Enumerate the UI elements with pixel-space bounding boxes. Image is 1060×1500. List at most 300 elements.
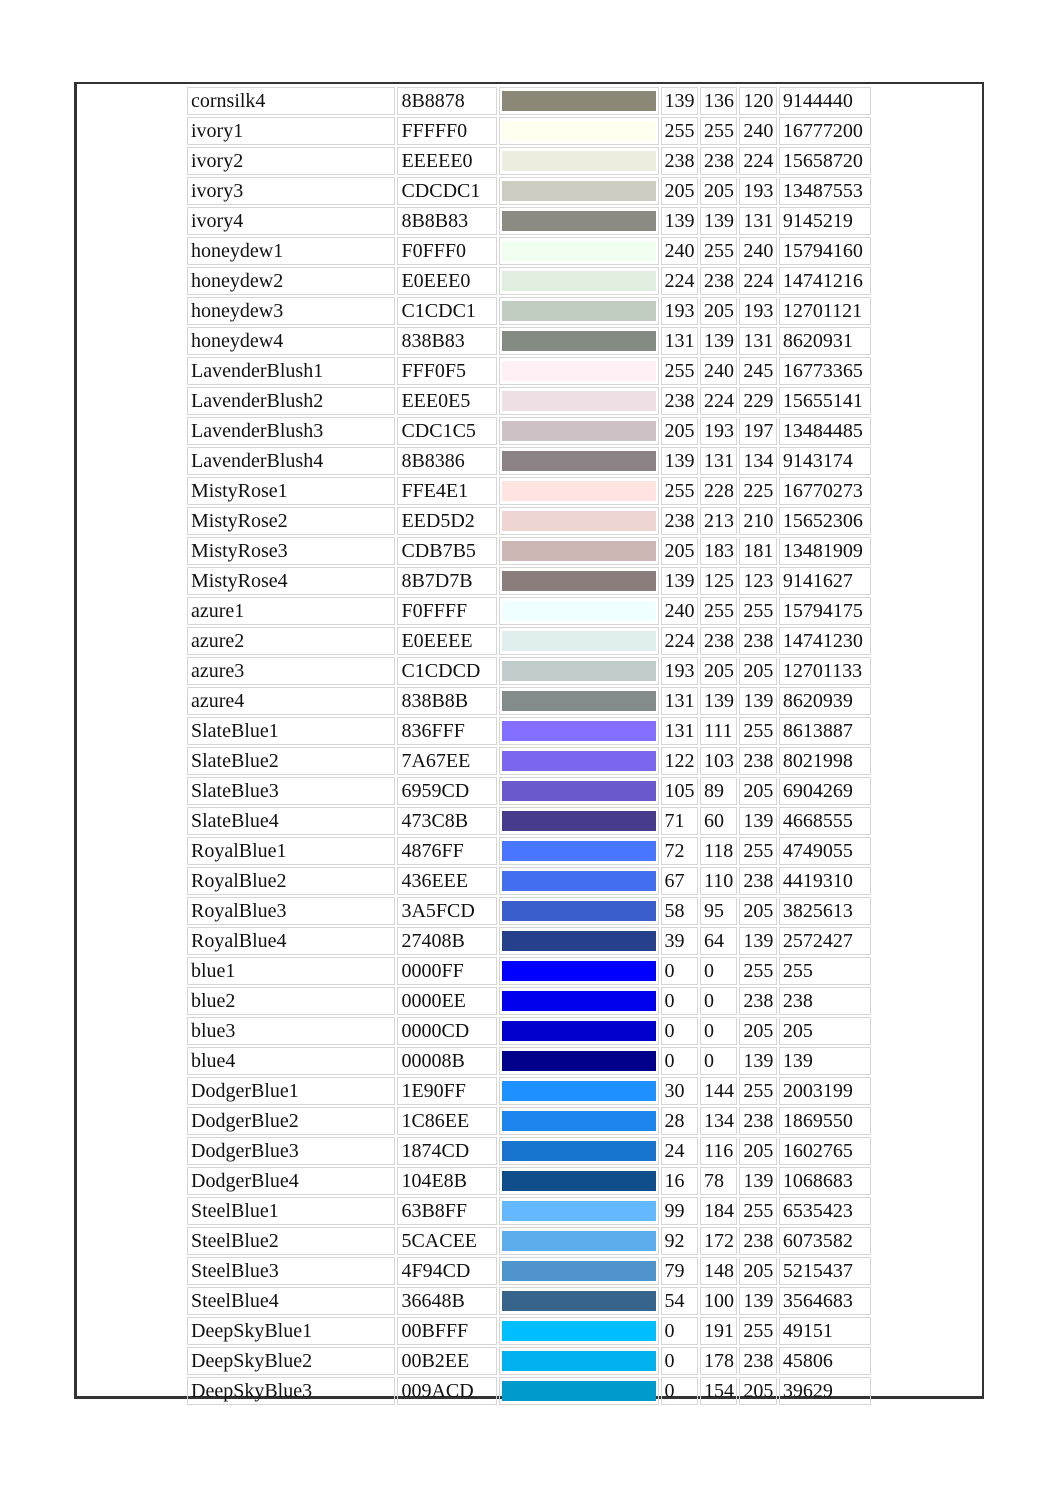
color-swatch-cell (499, 1257, 659, 1285)
color-red: 122 (661, 747, 698, 775)
color-hex: 009ACD (397, 1377, 496, 1405)
color-green: 0 (700, 1047, 737, 1075)
color-swatch (502, 121, 656, 141)
color-name: SteelBlue3 (187, 1257, 395, 1285)
color-name: SlateBlue2 (187, 747, 395, 775)
color-hex: 4876FF (397, 837, 496, 865)
color-row (187, 1167, 871, 1195)
color-hex: FFE4E1 (397, 477, 496, 505)
color-name: RoyalBlue4 (187, 927, 395, 955)
color-decimal: 2572427 (779, 927, 871, 955)
color-swatch (502, 451, 656, 471)
color-row (187, 927, 871, 955)
color-decimal: 6904269 (779, 777, 871, 805)
color-red: 238 (661, 147, 698, 175)
color-blue: 134 (739, 447, 776, 475)
color-decimal: 15794160 (779, 237, 871, 265)
color-green: 154 (700, 1377, 737, 1405)
color-decimal: 255 (779, 957, 871, 985)
color-decimal: 15658720 (779, 147, 871, 175)
color-hex: EED5D2 (397, 507, 496, 535)
color-red: 139 (661, 567, 698, 595)
color-row (187, 807, 871, 835)
color-swatch (502, 1081, 656, 1101)
color-red: 0 (661, 987, 698, 1015)
color-name: MistyRose2 (187, 507, 395, 535)
color-blue: 229 (739, 387, 776, 415)
color-name: DeepSkyBlue2 (187, 1347, 395, 1375)
color-hex: 4F94CD (397, 1257, 496, 1285)
color-red: 205 (661, 177, 698, 205)
color-swatch-cell (499, 447, 659, 475)
color-name: cornsilk4 (187, 87, 395, 115)
color-decimal: 49151 (779, 1317, 871, 1345)
color-red: 28 (661, 1107, 698, 1135)
color-rows (187, 87, 871, 1405)
color-green: 144 (700, 1077, 737, 1105)
color-hex: 6959CD (397, 777, 496, 805)
color-swatch (502, 211, 656, 231)
color-blue: 131 (739, 327, 776, 355)
color-swatch-cell (499, 717, 659, 745)
color-swatch (502, 871, 656, 891)
color-red: 139 (661, 447, 698, 475)
color-hex: 1E90FF (397, 1077, 496, 1105)
color-hex: 7A67EE (397, 747, 496, 775)
color-swatch-cell (499, 1107, 659, 1135)
color-blue: 255 (739, 957, 776, 985)
color-row (187, 867, 871, 895)
color-row (187, 717, 871, 745)
color-swatch-cell (499, 177, 659, 205)
color-swatch-cell (499, 1137, 659, 1165)
color-row (187, 1347, 871, 1375)
color-swatch (502, 301, 656, 321)
color-row (187, 537, 871, 565)
color-row (187, 747, 871, 775)
color-swatch-cell (499, 837, 659, 865)
color-swatch (502, 601, 656, 621)
color-swatch (502, 391, 656, 411)
color-hex: 3A5FCD (397, 897, 496, 925)
color-swatch (502, 991, 656, 1011)
color-name: SteelBlue1 (187, 1197, 395, 1225)
color-blue: 238 (739, 1227, 776, 1255)
color-red: 193 (661, 657, 698, 685)
color-swatch-cell (499, 1167, 659, 1195)
color-red: 99 (661, 1197, 698, 1225)
color-decimal: 3564683 (779, 1287, 871, 1315)
color-row (187, 627, 871, 655)
color-green: 131 (700, 447, 737, 475)
color-name: DodgerBlue3 (187, 1137, 395, 1165)
color-row (187, 417, 871, 445)
color-swatch-cell (499, 867, 659, 895)
color-name: RoyalBlue1 (187, 837, 395, 865)
color-blue: 255 (739, 1317, 776, 1345)
color-hex: 00008B (397, 1047, 496, 1075)
color-red: 131 (661, 717, 698, 745)
color-hex: E0EEE0 (397, 267, 496, 295)
color-green: 148 (700, 1257, 737, 1285)
color-decimal: 1068683 (779, 1167, 871, 1195)
color-decimal: 6073582 (779, 1227, 871, 1255)
color-name: DeepSkyBlue3 (187, 1377, 395, 1405)
color-name: honeydew1 (187, 237, 395, 265)
color-hex: 36648B (397, 1287, 496, 1315)
color-red: 72 (661, 837, 698, 865)
color-green: 238 (700, 267, 737, 295)
color-row (187, 1137, 871, 1165)
color-decimal: 238 (779, 987, 871, 1015)
color-hex: CDB7B5 (397, 537, 496, 565)
color-red: 0 (661, 1047, 698, 1075)
color-red: 240 (661, 597, 698, 625)
color-row (187, 267, 871, 295)
color-row (187, 507, 871, 535)
color-hex: C1CDCD (397, 657, 496, 685)
color-decimal: 8620939 (779, 687, 871, 715)
color-swatch-cell (499, 597, 659, 625)
color-blue: 238 (739, 867, 776, 895)
color-red: 224 (661, 267, 698, 295)
color-hex: CDCDC1 (397, 177, 496, 205)
color-blue: 225 (739, 477, 776, 505)
color-name: DodgerBlue4 (187, 1167, 395, 1195)
color-red: 0 (661, 1317, 698, 1345)
color-red: 139 (661, 87, 698, 115)
color-blue: 210 (739, 507, 776, 535)
color-swatch-cell (499, 777, 659, 805)
color-blue: 139 (739, 1167, 776, 1195)
color-hex: C1CDC1 (397, 297, 496, 325)
color-decimal: 13487553 (779, 177, 871, 205)
color-swatch-cell (499, 297, 659, 325)
color-name: honeydew4 (187, 327, 395, 355)
color-green: 178 (700, 1347, 737, 1375)
color-hex: 0000CD (397, 1017, 496, 1045)
color-row (187, 597, 871, 625)
color-row (187, 357, 871, 385)
color-blue: 238 (739, 627, 776, 655)
color-swatch-cell (499, 987, 659, 1015)
color-swatch-cell (499, 1317, 659, 1345)
color-decimal: 8021998 (779, 747, 871, 775)
color-blue: 205 (739, 777, 776, 805)
color-swatch (502, 421, 656, 441)
color-hex: EEE0E5 (397, 387, 496, 415)
color-decimal: 4749055 (779, 837, 871, 865)
color-blue: 193 (739, 297, 776, 325)
color-row (187, 837, 871, 865)
color-hex: 8B8386 (397, 447, 496, 475)
color-blue: 193 (739, 177, 776, 205)
color-swatch (502, 331, 656, 351)
color-swatch (502, 1321, 656, 1341)
color-hex: 0000FF (397, 957, 496, 985)
color-blue: 181 (739, 537, 776, 565)
color-red: 131 (661, 327, 698, 355)
color-swatch (502, 1111, 656, 1131)
color-row (187, 1287, 871, 1315)
color-swatch-cell (499, 267, 659, 295)
color-blue: 224 (739, 267, 776, 295)
color-swatch (502, 841, 656, 861)
color-row (187, 687, 871, 715)
color-green: 224 (700, 387, 737, 415)
color-decimal: 12701121 (779, 297, 871, 325)
color-hex: E0EEEE (397, 627, 496, 655)
color-row (187, 1377, 871, 1405)
color-decimal: 139 (779, 1047, 871, 1075)
color-row (187, 387, 871, 415)
color-red: 30 (661, 1077, 698, 1105)
color-hex: 1874CD (397, 1137, 496, 1165)
color-name: SlateBlue1 (187, 717, 395, 745)
color-swatch-cell (499, 687, 659, 715)
color-decimal: 1602765 (779, 1137, 871, 1165)
color-decimal: 16770273 (779, 477, 871, 505)
color-swatch (502, 271, 656, 291)
color-swatch-cell (499, 327, 659, 355)
color-green: 110 (700, 867, 737, 895)
color-green: 205 (700, 297, 737, 325)
color-swatch-cell (499, 207, 659, 235)
color-swatch (502, 1231, 656, 1251)
color-name: RoyalBlue3 (187, 897, 395, 925)
color-swatch-cell (499, 747, 659, 775)
color-name: blue1 (187, 957, 395, 985)
color-red: 224 (661, 627, 698, 655)
color-name: ivory4 (187, 207, 395, 235)
color-hex: 104E8B (397, 1167, 496, 1195)
color-swatch (502, 511, 656, 531)
color-swatch (502, 721, 656, 741)
color-blue: 120 (739, 87, 776, 115)
color-green: 205 (700, 177, 737, 205)
color-swatch-cell (499, 1227, 659, 1255)
color-green: 134 (700, 1107, 737, 1135)
color-green: 213 (700, 507, 737, 535)
color-green: 139 (700, 687, 737, 715)
color-hex: F0FFFF (397, 597, 496, 625)
color-green: 78 (700, 1167, 737, 1195)
color-swatch-cell (499, 807, 659, 835)
color-hex: F0FFF0 (397, 237, 496, 265)
color-decimal: 4419310 (779, 867, 871, 895)
color-blue: 240 (739, 237, 776, 265)
color-green: 89 (700, 777, 737, 805)
color-red: 54 (661, 1287, 698, 1315)
color-swatch (502, 151, 656, 171)
color-blue: 255 (739, 1197, 776, 1225)
color-hex: 836FFF (397, 717, 496, 745)
color-swatch (502, 691, 656, 711)
color-blue: 240 (739, 117, 776, 145)
color-decimal: 4668555 (779, 807, 871, 835)
color-swatch (502, 241, 656, 261)
color-red: 0 (661, 957, 698, 985)
color-blue: 238 (739, 747, 776, 775)
color-name: ivory2 (187, 147, 395, 175)
color-decimal: 6535423 (779, 1197, 871, 1225)
color-row (187, 1017, 871, 1045)
color-blue: 139 (739, 807, 776, 835)
color-swatch (502, 361, 656, 381)
color-name: MistyRose1 (187, 477, 395, 505)
color-decimal: 8620931 (779, 327, 871, 355)
color-hex: EEEEE0 (397, 147, 496, 175)
color-name: DodgerBlue2 (187, 1107, 395, 1135)
color-name: DeepSkyBlue1 (187, 1317, 395, 1345)
color-blue: 238 (739, 987, 776, 1015)
color-green: 240 (700, 357, 737, 385)
color-row (187, 1077, 871, 1105)
color-swatch (502, 1201, 656, 1221)
color-green: 116 (700, 1137, 737, 1165)
color-decimal: 9145219 (779, 207, 871, 235)
color-swatch (502, 1261, 656, 1281)
color-row (187, 117, 871, 145)
color-name: azure1 (187, 597, 395, 625)
color-swatch (502, 1171, 656, 1191)
color-swatch-cell (499, 957, 659, 985)
color-decimal: 13481909 (779, 537, 871, 565)
color-red: 205 (661, 537, 698, 565)
color-green: 205 (700, 657, 737, 685)
color-green: 95 (700, 897, 737, 925)
color-swatch (502, 1291, 656, 1311)
color-red: 0 (661, 1347, 698, 1375)
color-swatch (502, 661, 656, 681)
color-swatch (502, 901, 656, 921)
color-swatch-cell (499, 147, 659, 175)
color-green: 172 (700, 1227, 737, 1255)
color-name: blue4 (187, 1047, 395, 1075)
color-red: 39 (661, 927, 698, 955)
color-swatch-cell (499, 1017, 659, 1045)
color-decimal: 14741216 (779, 267, 871, 295)
color-hex: 00B2EE (397, 1347, 496, 1375)
color-name: honeydew3 (187, 297, 395, 325)
color-swatch-cell (499, 567, 659, 595)
color-row (187, 1197, 871, 1225)
color-hex: 8B8B83 (397, 207, 496, 235)
color-name: SlateBlue4 (187, 807, 395, 835)
color-blue: 139 (739, 1287, 776, 1315)
color-green: 100 (700, 1287, 737, 1315)
color-decimal: 15652306 (779, 507, 871, 535)
color-green: 238 (700, 147, 737, 175)
color-hex: 5CACEE (397, 1227, 496, 1255)
color-row (187, 1257, 871, 1285)
color-blue: 205 (739, 657, 776, 685)
color-hex: 838B83 (397, 327, 496, 355)
color-decimal: 3825613 (779, 897, 871, 925)
color-swatch-cell (499, 477, 659, 505)
color-name: ivory1 (187, 117, 395, 145)
color-swatch (502, 541, 656, 561)
color-green: 103 (700, 747, 737, 775)
color-red: 24 (661, 1137, 698, 1165)
color-swatch-cell (499, 1047, 659, 1075)
color-swatch-cell (499, 897, 659, 925)
color-name: LavenderBlush4 (187, 447, 395, 475)
color-name: blue2 (187, 987, 395, 1015)
color-decimal: 9143174 (779, 447, 871, 475)
color-decimal: 14741230 (779, 627, 871, 655)
color-row (187, 657, 871, 685)
color-hex: 00BFFF (397, 1317, 496, 1345)
color-name: SlateBlue3 (187, 777, 395, 805)
color-swatch (502, 571, 656, 591)
color-green: 255 (700, 237, 737, 265)
color-swatch-cell (499, 1287, 659, 1315)
color-blue: 205 (739, 897, 776, 925)
color-decimal: 12701133 (779, 657, 871, 685)
color-name: honeydew2 (187, 267, 395, 295)
color-hex: 8B8878 (397, 87, 496, 115)
color-red: 139 (661, 207, 698, 235)
color-blue: 238 (739, 1107, 776, 1135)
color-name: LavenderBlush3 (187, 417, 395, 445)
color-green: 111 (700, 717, 737, 745)
color-row (187, 327, 871, 355)
color-hex: FFFFF0 (397, 117, 496, 145)
color-red: 16 (661, 1167, 698, 1195)
color-green: 139 (700, 327, 737, 355)
color-swatch (502, 751, 656, 771)
color-green: 125 (700, 567, 737, 595)
color-blue: 139 (739, 687, 776, 715)
color-hex: 27408B (397, 927, 496, 955)
color-blue: 131 (739, 207, 776, 235)
color-hex: 838B8B (397, 687, 496, 715)
color-red: 255 (661, 357, 698, 385)
color-hex: CDC1C5 (397, 417, 496, 445)
color-green: 60 (700, 807, 737, 835)
color-swatch-cell (499, 1077, 659, 1105)
color-row (187, 447, 871, 475)
color-swatch-cell (499, 627, 659, 655)
color-swatch-cell (499, 537, 659, 565)
color-decimal: 16777200 (779, 117, 871, 145)
color-swatch-cell (499, 927, 659, 955)
color-row (187, 1317, 871, 1345)
color-swatch-cell (499, 1377, 659, 1405)
color-name: LavenderBlush2 (187, 387, 395, 415)
color-swatch-cell (499, 237, 659, 265)
color-hex: 8B7D7B (397, 567, 496, 595)
color-green: 139 (700, 207, 737, 235)
color-decimal: 45806 (779, 1347, 871, 1375)
color-red: 105 (661, 777, 698, 805)
color-decimal: 39629 (779, 1377, 871, 1405)
color-row (187, 957, 871, 985)
color-swatch (502, 631, 656, 651)
color-row (187, 1047, 871, 1075)
color-swatch-cell (499, 657, 659, 685)
color-name: SteelBlue4 (187, 1287, 395, 1315)
color-row (187, 207, 871, 235)
color-green: 255 (700, 597, 737, 625)
color-blue: 205 (739, 1257, 776, 1285)
color-swatch-cell (499, 1197, 659, 1225)
color-swatch (502, 811, 656, 831)
color-red: 131 (661, 687, 698, 715)
color-red: 205 (661, 417, 698, 445)
color-row (187, 987, 871, 1015)
